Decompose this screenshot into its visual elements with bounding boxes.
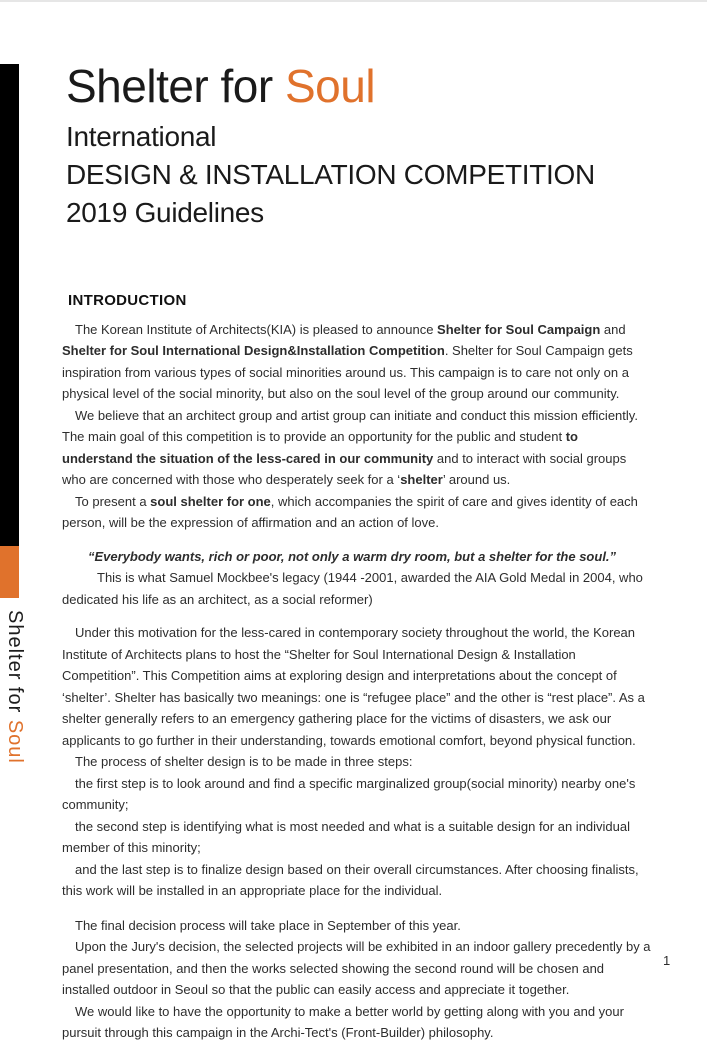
paragraph-closing: We would like to have the opportunity to make a better world by getting along with you and your pursuit through this campaign in the Archi-Tect's (Front-Builder) philosophy. — [62, 1003, 624, 1040]
page-title-black: Shelter for — [66, 60, 285, 112]
paragraph-intro-1: The Korean Institute of Architects(KIA) is pleased to announce Shelter for Soul Campaign and Shelter for Soul International Design&Installation Competition. Shelter for Soul Campaign gets inspiration from various types of social minorities around us. This campaign is to care not only on a physical level of the social minority, but also on the soul level of the group around our community. — [62, 321, 633, 401]
spine-text-accent: Soul — [4, 719, 26, 764]
page-title-accent: Soul — [285, 60, 376, 112]
spine-accent-block — [0, 546, 19, 598]
paragraph-step-2: the second step is identifying what is most needed and what is a suitable design for an individual member of this minority; — [62, 818, 631, 855]
paragraph-motivation: Under this motivation for the less-cared in contemporary society throughout the world, the Korean Institute of Architects plans to host the “Shelter for Soul International Design & Installation Competition”. This Competition aims at exploring design and interpretations about the concept of ‘shelter’. Shelter has basically two meanings: one is “refugee place” and the other is “rest place”. As a shelter generally refers to an emergency gathering place for the victims of disasters, we ask our applicants to go further in their understanding, towards emotional comfort, beyond physical function. — [62, 625, 645, 748]
paragraph-intro-3: To present a soul shelter for one, which accompanies the spirit of care and gives identity of each person, will be the expression of affirmation and an action of love. — [62, 493, 638, 530]
paragraph-final-decision: The final decision process will take place in September of this year. — [75, 917, 461, 933]
subtitle-line-guidelines: 2019 Guidelines — [66, 197, 264, 228]
title-block — [66, 58, 595, 232]
paragraph-step-3: and the last step is to finalize design based on their overall circumstances. After choosing finalists, this work will be installed in an appropriate place for the individual. — [62, 861, 639, 898]
subtitle-block — [66, 118, 595, 232]
section-heading-introduction: INTRODUCTION — [68, 292, 187, 309]
spine-black-bar — [0, 64, 19, 546]
paragraph-step-1: the first step is to look around and find a specific marginalized group(social minority) nearby one's community; — [62, 775, 636, 812]
subtitle-line-competition: DESIGN & INSTALLATION COMPETITION — [66, 159, 595, 190]
spine-vertical-text — [3, 610, 26, 764]
paragraph-quote: “Everybody wants, rich or poor, not only a warm dry room, but a shelter for the soul.” — [88, 548, 617, 564]
paragraph-jury: Upon the Jury's decision, the selected projects will be exhibited in an indoor gallery precedently by a panel presentation, and then the works selected showing the second round will be chosen and installed outdoor in Seoul so that the public can easily access and appreciate it together. — [62, 939, 651, 997]
page-number: 1 — [663, 953, 671, 968]
subtitle-line-international: International — [66, 121, 217, 152]
paragraph-mockbee: This is what Samuel Mockbee's legacy (1944 -2001, awarded the AIA Gold Medal in 2004, who dedicated his life as an architect, as a social reformer) — [62, 570, 643, 607]
spine-text-black: Shelter for — [4, 610, 26, 720]
page-top-edge — [0, 0, 707, 2]
paragraph-steps-intro: The process of shelter design is to be made in three steps: — [75, 754, 413, 769]
paragraph-intro-2: We believe that an architect group and artist group can initiate and conduct this mission efficiently. The main goal of this competition is to provide an opportunity for the public and student to understand the situation of the less-cared in our community and to interact with social groups who are concerned with those who desperately seek for a ‘shelter’ around us. — [62, 407, 638, 487]
page-title — [66, 58, 595, 114]
document-body — [62, 290, 651, 1044]
